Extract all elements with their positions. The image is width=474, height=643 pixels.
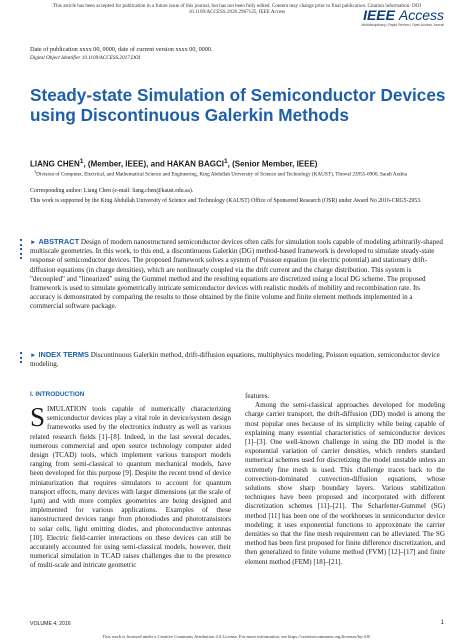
footer-page-number: 1 <box>440 620 444 626</box>
drop-cap: S <box>30 402 46 432</box>
acceptance-notice-line2: 10.1109/ACCESS.2020.2967125, IEEE Access <box>188 9 286 16</box>
index-terms-text: Discontinuous Galerkin method, drift-diffusion equations, multiphysics modeling, Poisson equation, semiconductor device modeling. <box>30 351 440 369</box>
author-1-sup: 1 <box>79 158 84 165</box>
footer-volume: VOLUME 4, 2016 <box>30 621 71 627</box>
paragraph-continuation: features. <box>245 392 270 400</box>
doi-line: Digital Object Identifier 10.1109/ACCESS.2017.DOI <box>30 55 141 61</box>
abstract-margin-dots <box>20 239 23 262</box>
acceptance-notice-line1: This article has been accepted for publication in a future issue of this journal, but has not been fully edited. Content may change prior to final publication. Citation information: DOI <box>52 3 422 9</box>
license-notice: This work is licensed under a Creative Commons Attribution 4.0 License. For more information, see https://creativecommons.org/licenses/by/4.0/. <box>102 634 372 639</box>
abstract-arrow-icon: ► <box>30 239 37 246</box>
index-terms-arrow-icon: ► <box>30 352 37 359</box>
corresponding-author: Corresponding author: Liang Chen (e-mail: liang.chen@kaust.edu.sa). <box>30 188 194 194</box>
logo-tagline: Multidisciplinary | Rapid Review | Open Access Journal <box>361 23 444 27</box>
logo-wordmark <box>362 8 444 22</box>
intro-paragraph-1: tools capable of numerically characterizing semiconductor devices play a vital role in device/system design frameworks used by the electronics industry as well as various related research fields [1]–[8]. Indeed, in the last several decades, numerous commercial and open source technology computer aided design (TCAD) tools, which implement various transport models ranging from semi-classical to quantum mechanical models, have been developed for this purpose [9]. Despite the recent trend of device miniaturization that requires simulators to account for quantum transport effects, many devices with larger dimensions (at the scale of 1μm) and with more complex geometries are being designed and implemented for various applications. Examples of these nanostructured devices range from photodiodes and phototransistors to solar cells, light emitting diodes, and photoconductive antennas [10]. Electric field-carrier interactions on these devices can still be accurately accounted for using semi-classical models, however, their numerical simulation in TCAD raises challenges due to the presence of multi-scale and intricate geometric <box>30 405 231 570</box>
first-word: IMULATION <box>47 405 87 413</box>
logo-brand-bold: IEEE <box>363 7 395 23</box>
index-terms-margin-dots <box>20 352 23 366</box>
affiliation-text: Division of Computer, Electrical, and Mathematical Science and Engineering, King Abdullah University of Science and Technology (KAUST), Thuwal 23955-6900, Saudi Arabia <box>36 171 407 178</box>
abstract-text: Design of modern nanostructured semiconductor devices often calls for simulation tools capable of modeling arbitrarily-shaped multiscale geometries. In this work, to this end, a discontinuous Galerkin (DG) method-based framework is developed to simulate steady-state response of semiconductor devices. The proposed framework solves a system of Poisson equation (in electric potential) and stationary drift-diffusion equations (in charge densities), which are nonlinearly coupled via the drift current and the charge distribution. This system is "decoupled" and "linearized" using the Gummel method and the resulting equations are discretized using a local DG scheme. The proposed framework is used to simulate geometrically intricate semiconductor devices with realistic models of mobility and recombination rate. Its accuracy is demonstrated by comparing the results to those obtained by the finite volume and finite element methods implemented in a commercial software package. <box>30 238 443 311</box>
index-terms-label: INDEX TERMS <box>38 350 89 359</box>
affiliation-sup: 1 <box>34 169 37 174</box>
logo-brand-italic: Access <box>398 7 444 23</box>
body-column-right <box>245 392 445 567</box>
section-heading-introduction: I. INTRODUCTION <box>30 391 85 398</box>
abstract-label: ABSTRACT <box>38 237 80 246</box>
date-line: Date of publication xxxx 00, 0000, date of current version xxxx 00, 0000. <box>30 46 213 53</box>
intro-paragraph-2: Among the semi-classical approaches developed for modeling charge carrier transport, the drift-diffusion (DD) model is among the most popular ones because of its simplicity while being capable of explaining many essential characteristics of semiconductor devices [1]–[3]. One well-known challenge in using the DD model is the exponential variation of carrier densities, which renders standard numerical schemes used for discretizing the model unstable unless an extremely fine mesh is used. This challenge traces back to the convection-dominated convection-diffusion equations, whose solutions show sharp boundary layers. Various stabilization techniques have been proposed and incorporated with different discretization schemes [11]–[21]. The Scharfetter-Gummel (SG) method [11] has been one of the workhorses in semiconductor device modeling; it uses exponential functions to approximate the carrier densities so that the fine mesh requirement can be alleviated. The SG method has been first proposed for finite difference discretization, and then generalized to finite volume method (FVM) [12]–[17] and finite element method (FEM) [18]–[21]. <box>245 401 445 566</box>
index-terms <box>30 350 446 369</box>
author-1-name: LIANG CHEN <box>30 159 80 169</box>
author-2-sup: 1 <box>223 158 228 165</box>
abstract <box>30 237 446 312</box>
author-line <box>30 158 317 169</box>
affiliation <box>34 169 434 178</box>
publication-dates <box>30 46 213 62</box>
body-column-left <box>30 402 231 571</box>
author-2-role: , (Senior Member, IEEE) <box>227 159 318 169</box>
funding-statement: This work is supported by the King Abdullah University of Science and Technology (KAUST) Office of Sponsored Research (OSR) under Award No 2016-CRG5-2953. <box>30 198 422 204</box>
ieee-access-logo <box>362 8 444 27</box>
author-1-role: , (Member, IEEE), and HAKAN BAGCI <box>83 159 224 169</box>
paper-title: Steady-state Simulation of Semiconductor Devices using Discontinuous Galerkin Methods <box>30 85 446 125</box>
